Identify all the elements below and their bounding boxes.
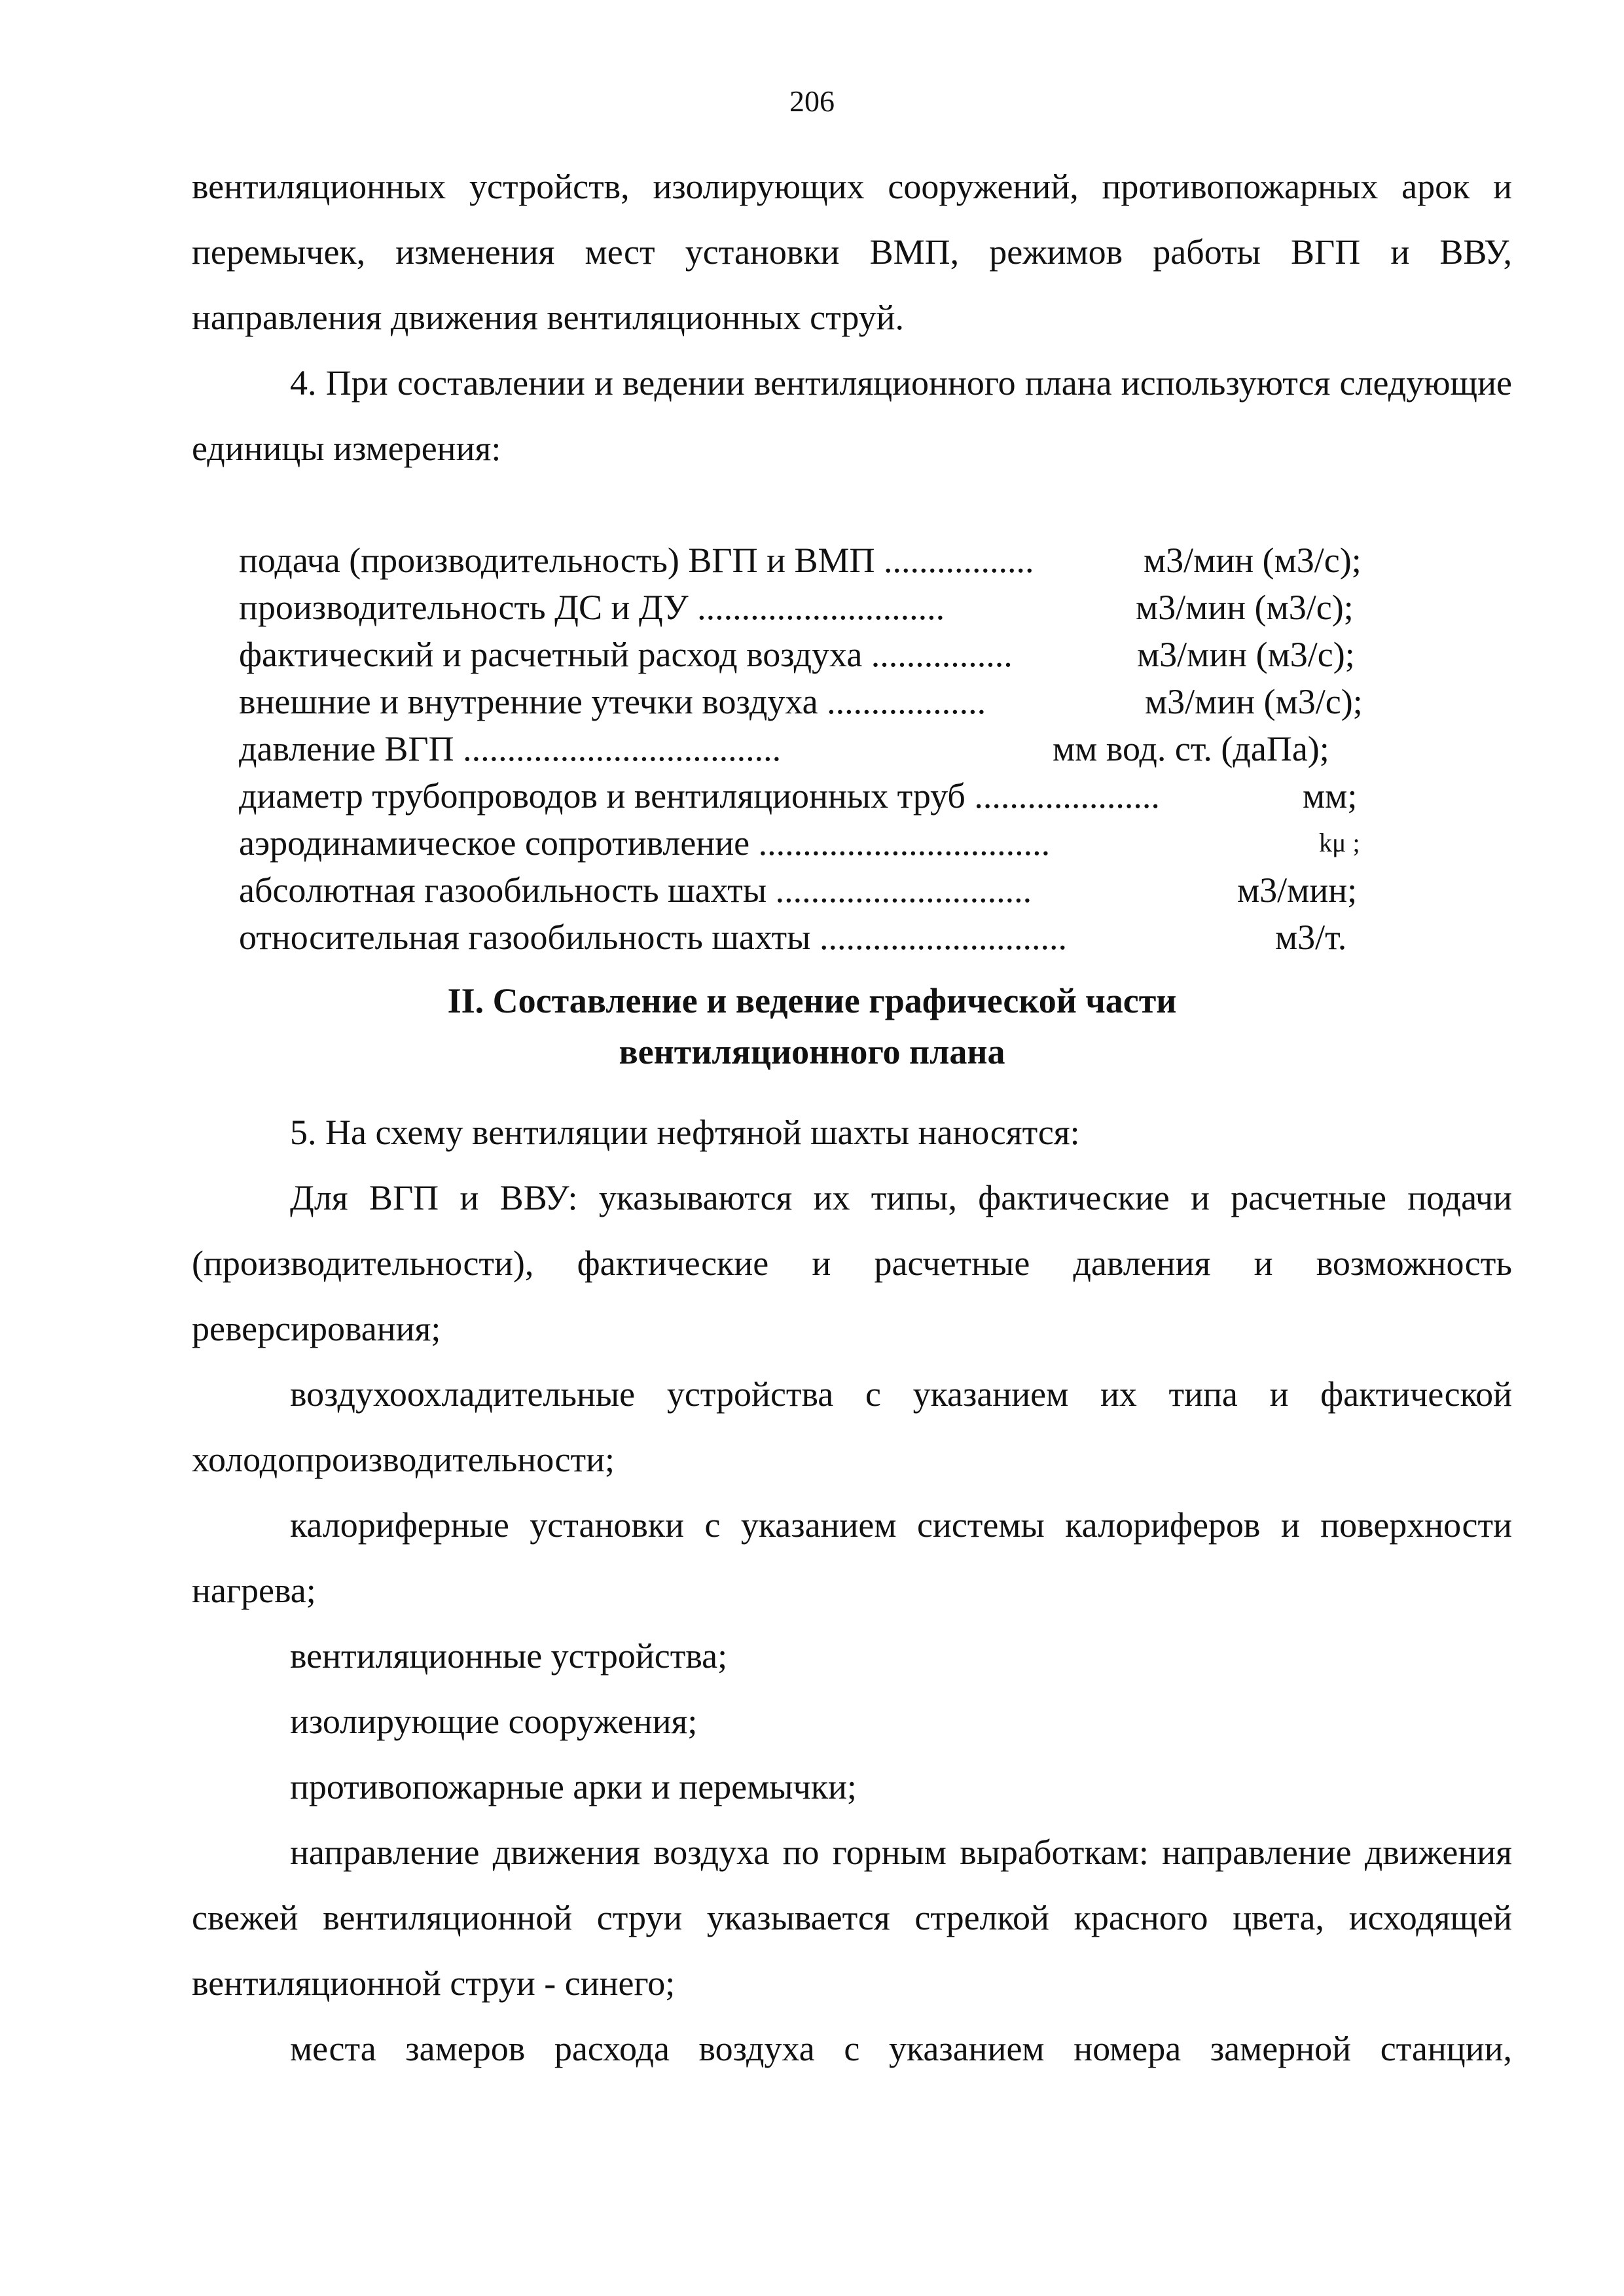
unit-quantity: относительная газообильность шахты ............................: [239, 918, 1067, 957]
unit-value: м3/мин (м3/с);: [1137, 635, 1355, 674]
list-item: вентиляционные устройства;: [290, 1636, 728, 1676]
unit-row: [239, 537, 1404, 584]
unit-quantity: подача (производительность) ВГП и ВМП .................: [239, 541, 1034, 580]
item-4-paragraph: 4. При составлении и ведении вентиляционного плана используются следующие единицы измерения:: [192, 363, 1512, 468]
list-item: противопожарные арки и перемычки;: [290, 1767, 857, 1806]
unit-row: [239, 867, 1404, 914]
unit-quantity: абсолютная газообильность шахты .............................: [239, 870, 1032, 910]
page-number: 206: [789, 84, 835, 118]
unit-row: [239, 914, 1404, 961]
unit-row: [239, 819, 1404, 867]
intro-paragraph: вентиляционных устройств, изолирующих сооружений, противопожарных арок и перемычек, изменения мест установки ВМП, режимов работы ВГП и ВВУ, направления движения вентиляционных струй.: [192, 167, 1512, 337]
unit-row: [239, 631, 1404, 678]
unit-row: [239, 678, 1404, 725]
unit-value: kμ ;: [1319, 828, 1360, 857]
unit-row: [239, 772, 1404, 819]
unit-quantity: внешние и внутренние утечки воздуха ..................: [239, 682, 986, 721]
vgp-paragraph: Для ВГП и ВВУ: указываются их типы, фактические и расчетные подачи (производительности), фактические и расчетные давления и возможность реверсирования;: [192, 1178, 1512, 1348]
unit-value: м3/т.: [1275, 918, 1347, 957]
heater-paragraph: калориферные установки с указанием системы калориферов и поверхности нагрева;: [192, 1505, 1512, 1610]
unit-row: [239, 584, 1404, 631]
item-5-paragraph: 5. На схему вентиляции нефтяной шахты наносятся:: [290, 1113, 1080, 1152]
unit-quantity: давление ВГП ....................................: [239, 729, 782, 768]
unit-value: мм вод. ст. (даПа);: [1053, 729, 1329, 768]
unit-quantity: диаметр трубопроводов и вентиляционных труб .....................: [239, 776, 1160, 816]
unit-value: м3/мин (м3/с);: [1145, 682, 1363, 721]
unit-value: м3/мин (м3/с);: [1144, 541, 1362, 580]
units-list: [239, 537, 1404, 961]
unit-row: [239, 725, 1404, 772]
unit-quantity: аэродинамическое сопротивление .................................: [239, 823, 1051, 863]
section-heading-continued: вентиляционного плана: [619, 1032, 1005, 1071]
airflow-paragraph: направление движения воздуха по горным выработкам: направление движения свежей вентиляционной струи указывается стрелкой красного цвета, исходящей вентиляционной струи - синего;: [192, 1833, 1512, 2003]
section-heading: II. Составление и ведение графической части: [447, 981, 1177, 1020]
measure-paragraph: места замеров расхода воздуха с указанием номера замерной станции,: [290, 2029, 1512, 2068]
unit-value: м3/мин;: [1237, 870, 1358, 910]
unit-quantity: производительность ДС и ДУ ............................: [239, 588, 945, 627]
unit-quantity: фактический и расчетный расход воздуха ................: [239, 635, 1013, 674]
cooler-paragraph: воздухоохладительные устройства с указанием их типа и фактической холодопроизводительности;: [192, 1374, 1512, 1479]
unit-value: мм;: [1303, 776, 1358, 816]
list-item: изолирующие сооружения;: [290, 1702, 698, 1741]
unit-value: м3/мин (м3/с);: [1136, 588, 1354, 627]
